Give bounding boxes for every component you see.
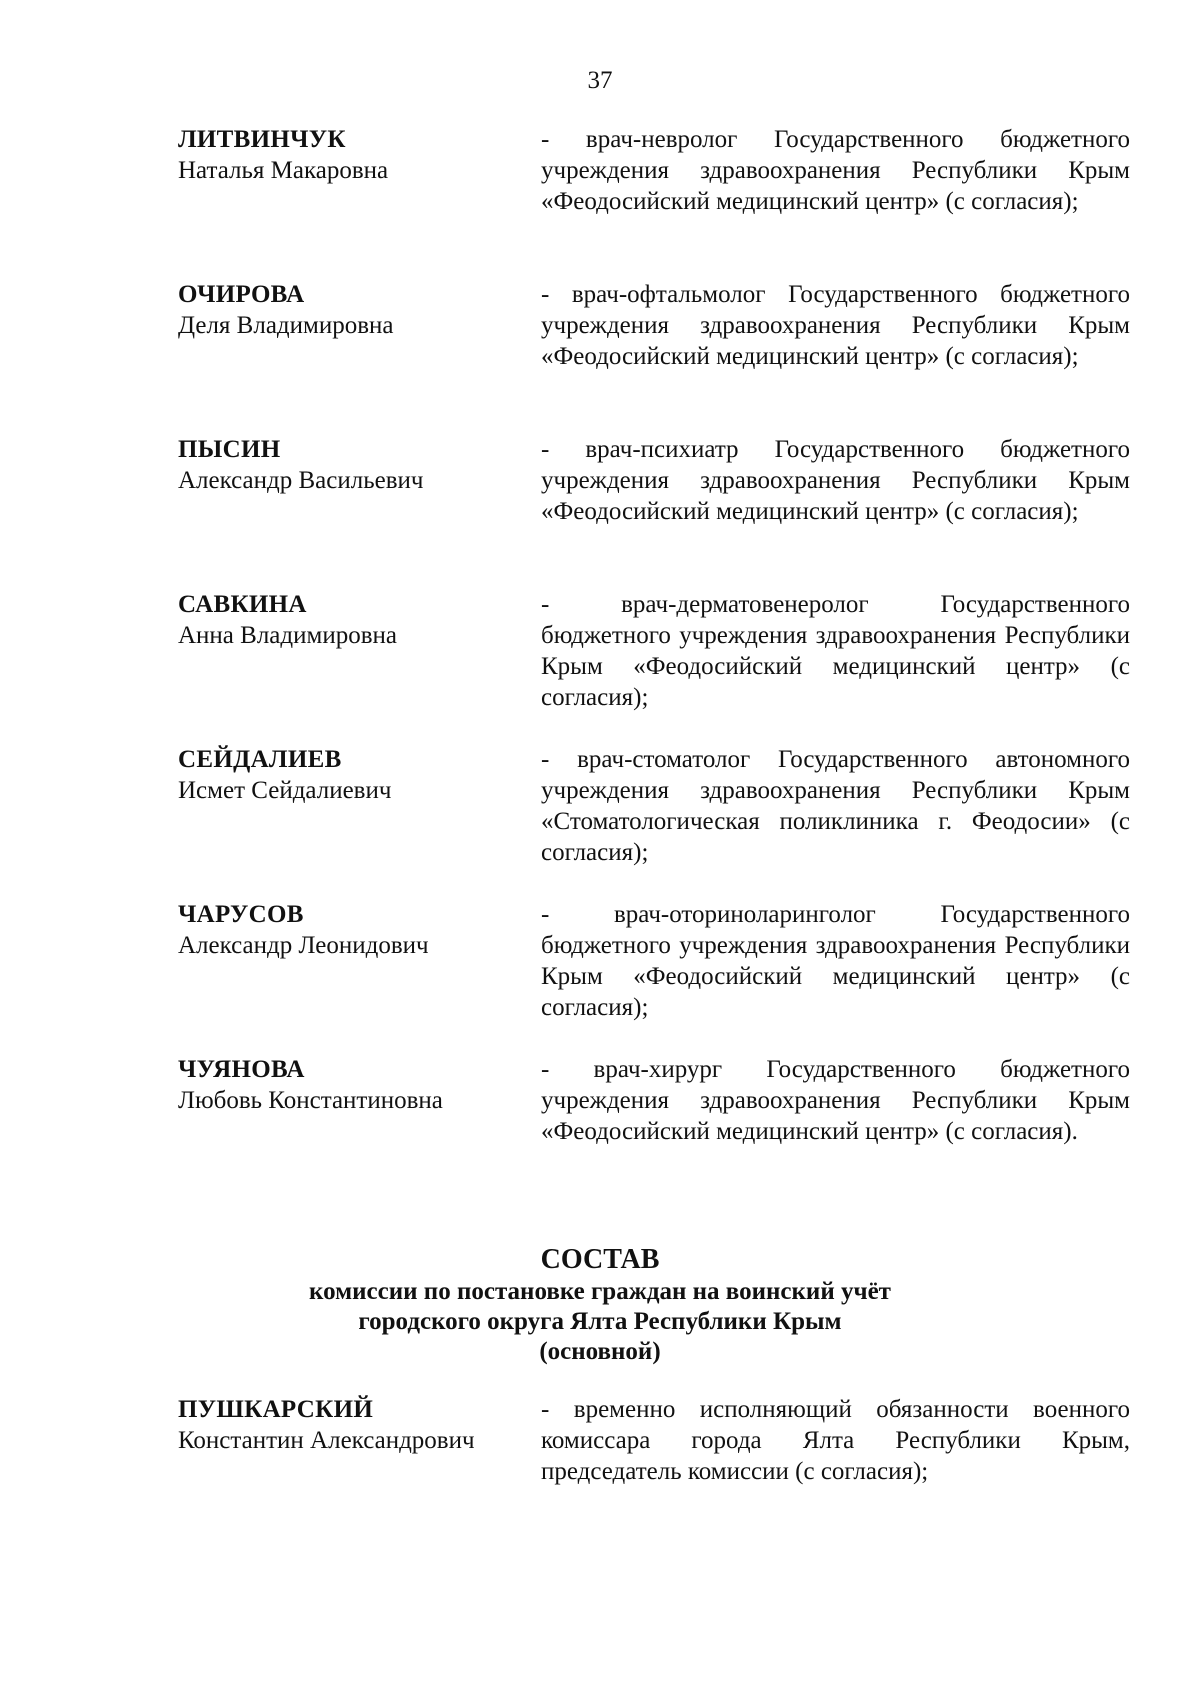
member-name	[178, 1054, 523, 1116]
member-name	[178, 434, 523, 496]
member-given-name: Александр Леонидович	[178, 932, 429, 959]
member-surname: ЧУЯНОВА	[178, 1056, 305, 1083]
member-given-name: Наталья Макаровна	[178, 157, 389, 184]
member-surname: САВКИНА	[178, 591, 307, 618]
member-description: - врач-офтальмолог Государственного бюджетного учреждения здравоохранения Республики Крым «Феодосийский медицинский центр» (с согласия);	[541, 281, 1130, 370]
member-given-name: Исмет Сейдалиевич	[178, 777, 392, 804]
member-name	[178, 589, 523, 651]
composition-heading: СОСТАВ	[540, 1244, 660, 1275]
chair-surname: ПУШКАРСКИЙ	[178, 1396, 374, 1423]
member-given-name: Деля Владимировна	[178, 312, 394, 339]
member-surname: ПЫСИН	[178, 436, 281, 463]
member-name	[178, 124, 523, 186]
member-surname: ЛИТВИНЧУК	[178, 126, 346, 153]
member-description: - врач-невролог Государственного бюджетного учреждения здравоохранения Республики Крым «Феодосийский медицинский центр» (с согласия);	[541, 126, 1130, 215]
member-given-name: Анна Владимировна	[178, 622, 397, 649]
composition-title-block	[0, 1243, 1200, 1367]
member-name	[178, 899, 523, 961]
member-surname: СЕЙДАЛИЕВ	[178, 746, 342, 773]
composition-subtitle-line: комиссии по постановке граждан на воинский учёт	[309, 1278, 891, 1305]
member-given-name: Любовь Константиновна	[178, 1087, 443, 1114]
member-description: - врач-стоматолог Государственного автономного учреждения здравоохранения Республики Крым «Стоматологическая поликлиника г. Феодосии» (с согласия);	[541, 746, 1130, 866]
chair-given-name: Константин Александрович	[178, 1427, 475, 1454]
member-description: - врач-оториноларинголог Государственного бюджетного учреждения здравоохранения Республики Крым «Феодосийский медицинский центр» (с согласия);	[541, 901, 1130, 1021]
member-name	[178, 744, 523, 806]
member-surname: ОЧИРОВА	[178, 281, 305, 308]
composition-subtitle-line: городского округа Ялта Республики Крым	[358, 1308, 842, 1335]
member-description: - врач-хирург Государственного бюджетного учреждения здравоохранения Республики Крым «Феодосийский медицинский центр» (с согласия).	[541, 1056, 1130, 1145]
page-number: 37	[587, 67, 613, 94]
composition-subtitle-line: (основной)	[539, 1338, 661, 1365]
chair-name	[178, 1394, 523, 1456]
member-name	[178, 279, 523, 341]
chair-description: - временно исполняющий обязанности военного комиссара города Ялта Республики Крым, председатель комиссии (с согласия);	[541, 1396, 1130, 1485]
member-surname: ЧАРУСОВ	[178, 901, 304, 928]
member-given-name: Александр Васильевич	[178, 467, 424, 494]
member-description: - врач-психиатр Государственного бюджетного учреждения здравоохранения Республики Крым «Феодосийский медицинский центр» (с согласия);	[541, 436, 1130, 525]
member-description: - врач-дерматовенеролог Государственного бюджетного учреждения здравоохранения Республики Крым «Феодосийский медицинский центр» (с согласия);	[541, 591, 1130, 711]
